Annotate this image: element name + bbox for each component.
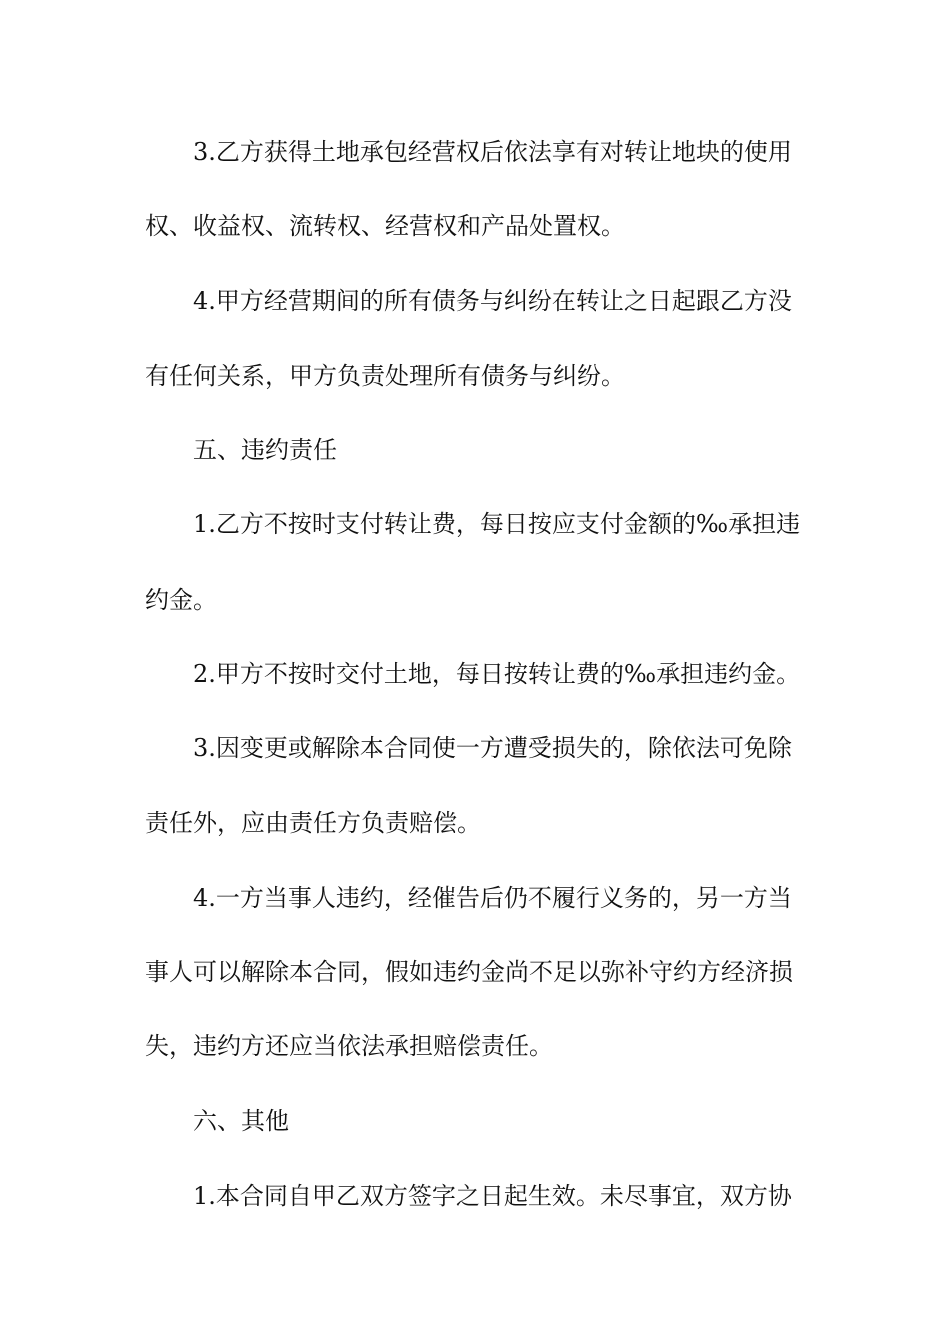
clause-5-3-line-2: 责任外，应由责任方负责赔偿。 <box>145 809 481 837</box>
clause-4-3-line-2: 权、收益权、流转权、经营权和产品处置权。 <box>145 212 625 240</box>
clause-5-4-line-3: 失，违约方还应当依法承担赔偿责任。 <box>145 1032 553 1060</box>
clause-5-4-line-2: 事人可以解除本合同，假如违约金尚不足以弥补守约方经济损 <box>145 958 793 986</box>
clause-5-1-line-2: 约金。 <box>145 586 217 614</box>
clause-5-2-line-1: 2.甲方不按时交付土地，每日按转让费的‰承担违约金。 <box>193 660 801 688</box>
section-heading-other: 六、其他 <box>193 1107 289 1135</box>
clause-4-4-line-1: 4.甲方经营期间的所有债务与纠纷在转让之日起跟乙方没 <box>193 287 792 315</box>
clause-5-3-line-1: 3.因变更或解除本合同使一方遭受损失的，除依法可免除 <box>193 734 792 762</box>
clause-5-1-line-1: 1.乙方不按时支付转让费，每日按应支付金额的‰承担违 <box>193 510 801 538</box>
clause-5-4-line-1: 4.一方当事人违约，经催告后仍不履行义务的，另一方当 <box>193 884 792 912</box>
section-heading-breach-liability: 五、违约责任 <box>193 436 337 464</box>
clause-4-4-line-2: 有任何关系，甲方负责处理所有债务与纠纷。 <box>145 362 625 390</box>
clause-4-3-line-1: 3.乙方获得土地承包经营权后依法享有对转让地块的使用 <box>193 138 792 166</box>
clause-6-1-line-1: 1.本合同自甲乙双方签字之日起生效。未尽事宜，双方协 <box>193 1182 792 1210</box>
